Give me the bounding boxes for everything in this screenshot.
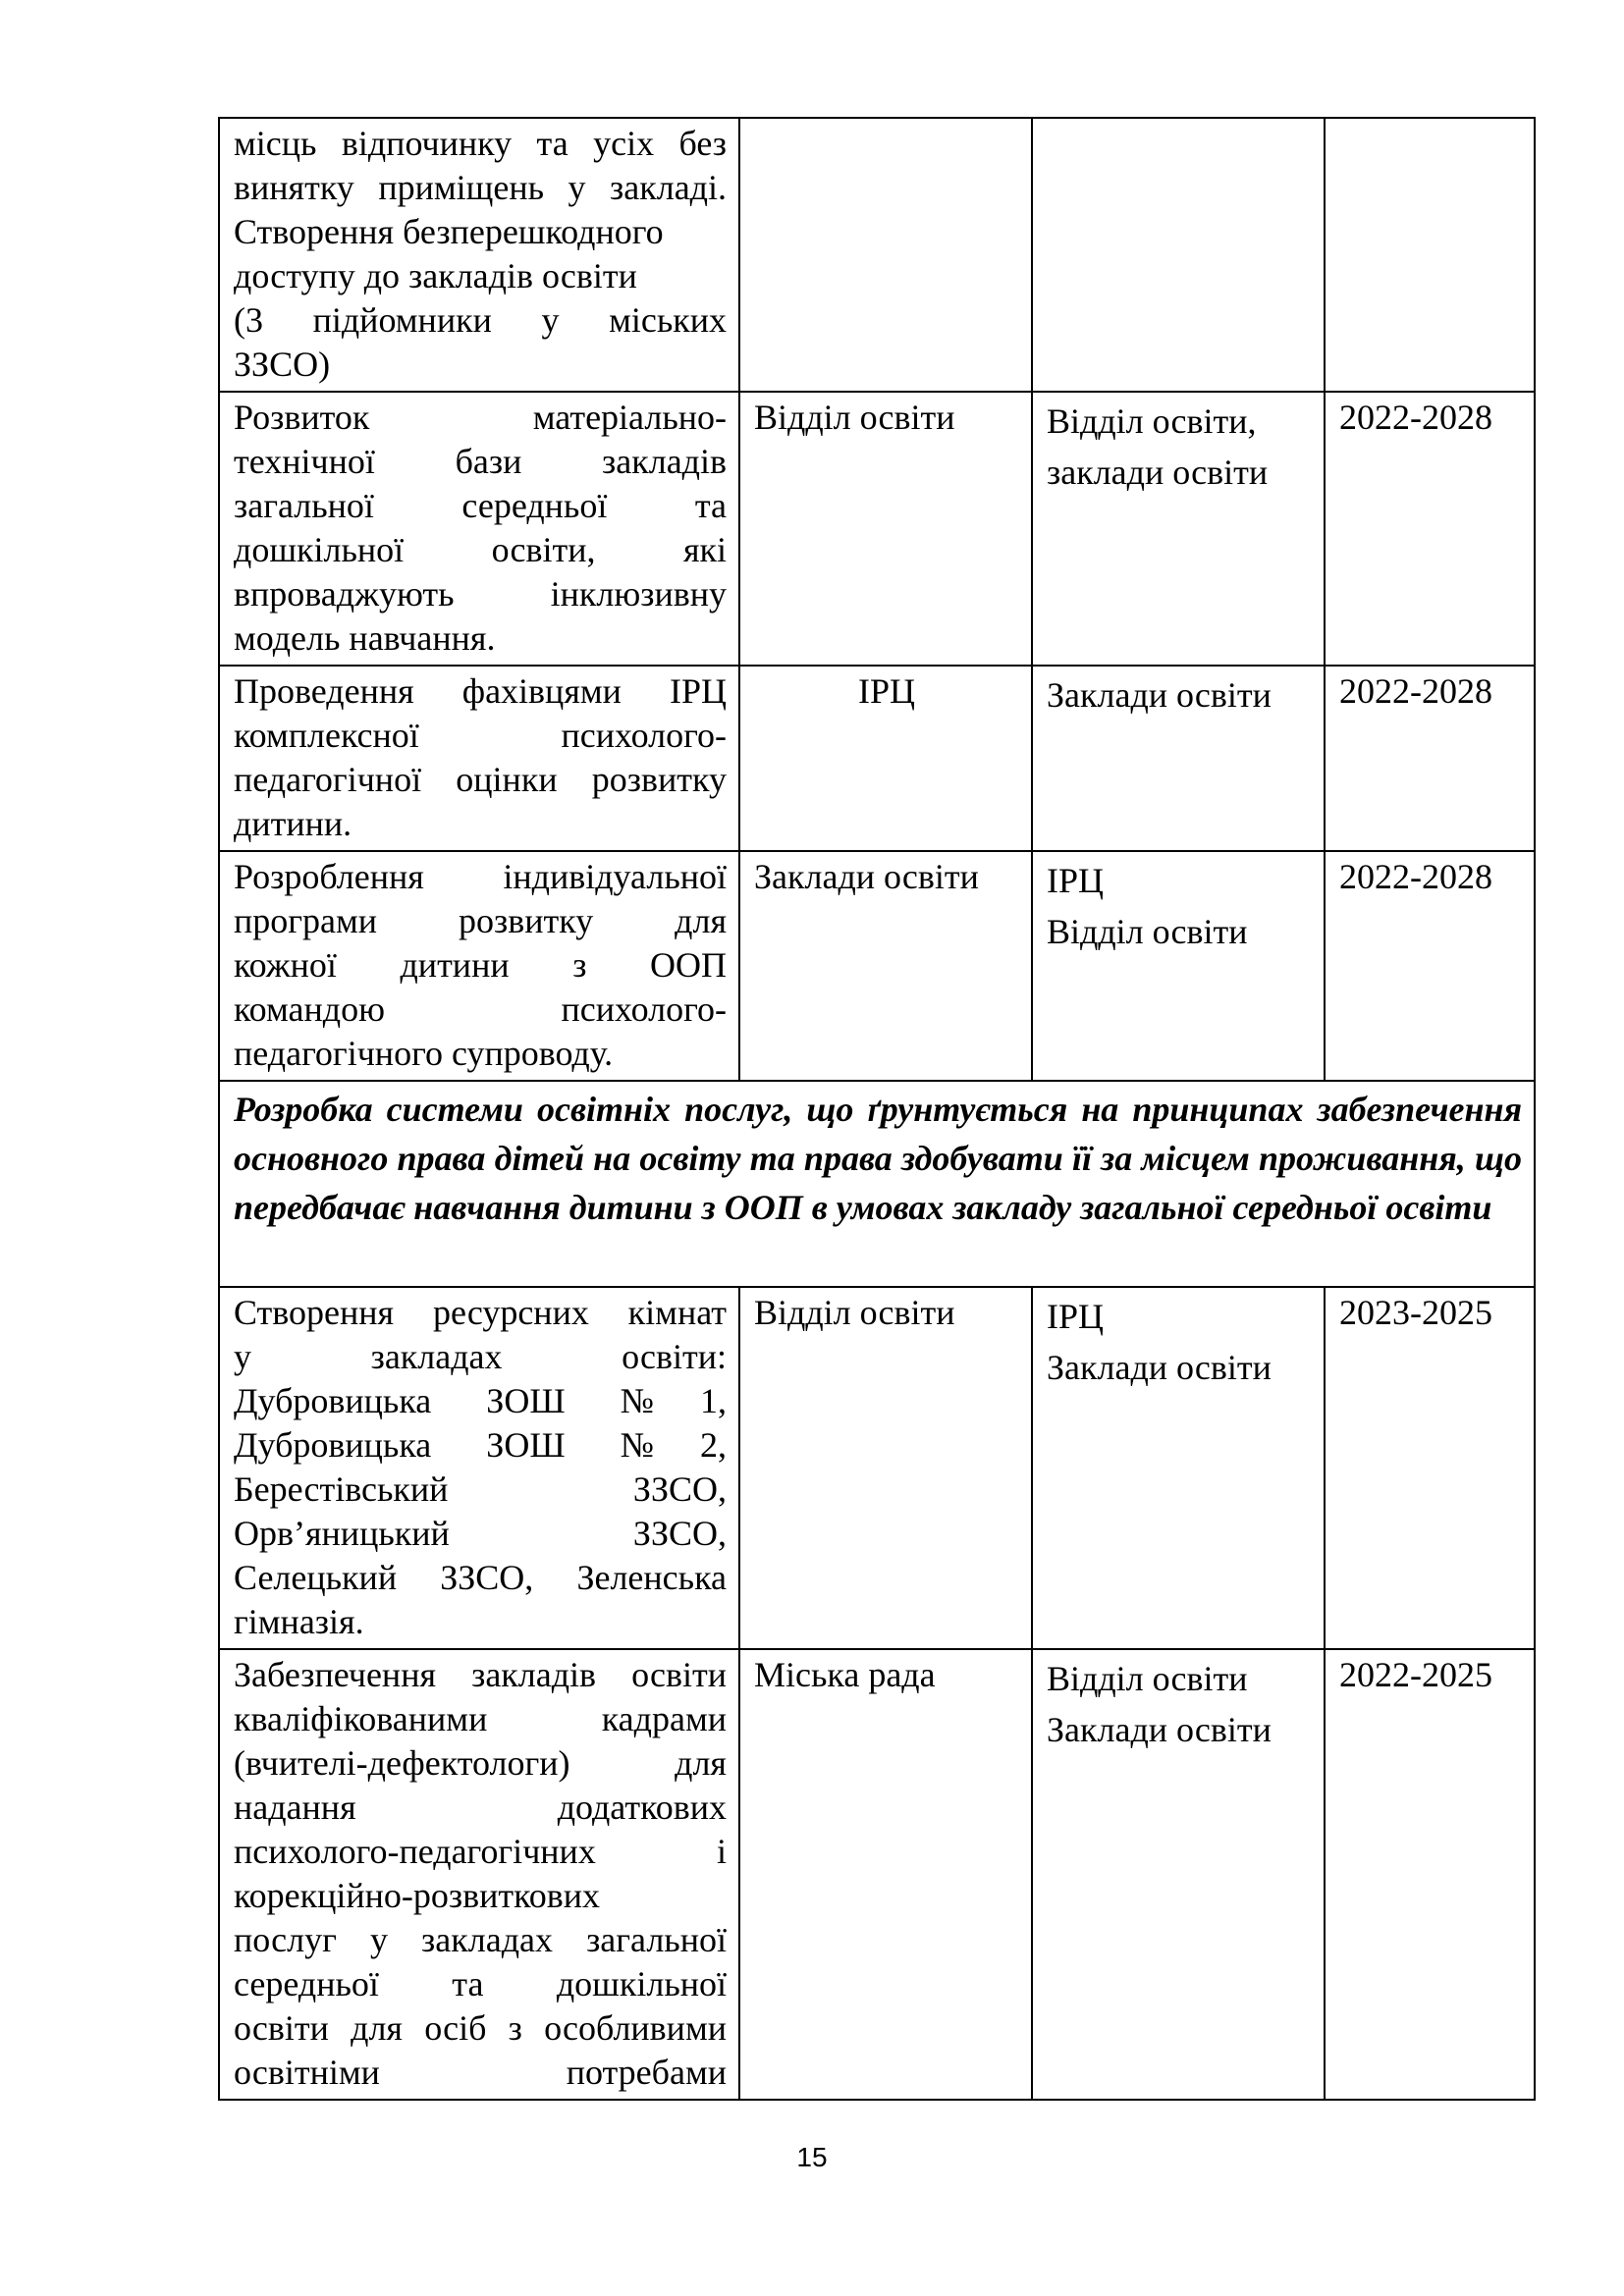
task-line: корекційно-розвиткових [234, 1876, 601, 1915]
task-line: педагогічної оцінки розвитку [234, 760, 727, 799]
term-cell: 2022-2028 [1325, 666, 1535, 851]
section-heading-row [219, 1081, 1535, 1287]
task-line: кожної дитини з ООП [234, 945, 727, 985]
task-line: командою психолого- [234, 989, 727, 1029]
executor-line: Відділ освіти [1047, 1659, 1248, 1698]
task-line: Створення безперешкодного [234, 212, 664, 251]
responsible-cell: Відділ освіти [739, 392, 1032, 666]
page-number: 15 [796, 2142, 828, 2172]
task-cell [219, 1649, 739, 2100]
executors-cell [1032, 666, 1325, 851]
term-cell: 2022-2028 [1325, 392, 1535, 666]
executor-line: заклади освіти [1047, 453, 1269, 492]
table-row [219, 392, 1535, 666]
task-cell [219, 392, 739, 666]
executor-line: ІРЦ [1047, 861, 1105, 900]
term-cell: 2022-2025 [1325, 1649, 1535, 2100]
task-line: програми розвитку для [234, 901, 727, 940]
executor-line: Заклади освіти [1047, 1710, 1272, 1749]
task-line: Берестівський ЗЗСО, [234, 1469, 727, 1509]
task-line: гімназія. [234, 1602, 364, 1641]
task-line: технічної бази закладів [234, 442, 727, 481]
table-row [219, 1649, 1535, 2100]
task-line: середньої та дошкільної [234, 1964, 727, 2003]
task-line: Дубровицька ЗОШ №2, [234, 1425, 727, 1465]
executors-cell [1032, 1287, 1325, 1649]
task-line: загальної середньої та [234, 486, 727, 525]
task-line: Дубровицька ЗОШ №1, [234, 1381, 727, 1420]
responsible-cell: Заклади освіти [739, 851, 1032, 1081]
responsible-cell [739, 118, 1032, 392]
executors-cell [1032, 392, 1325, 666]
task-line: дитини. [234, 804, 352, 843]
task-line: винятку приміщень у закладі. [234, 168, 727, 207]
executor-line: Заклади освіти [1047, 675, 1272, 715]
task-line: послуг у закладах загальної [234, 1920, 727, 1959]
task-line: Створення ресурсних кімнат [234, 1293, 727, 1332]
term-cell: 2023-2025 [1325, 1287, 1535, 1649]
task-line: надання додаткових [234, 1788, 727, 1827]
task-line: Забезпечення закладів освіти [234, 1655, 727, 1694]
task-line: педагогічного супроводу. [234, 1034, 614, 1073]
executors-cell [1032, 118, 1325, 392]
plan-table-body [219, 118, 1535, 2100]
task-line: (3 підйомники у міських [234, 300, 727, 340]
responsible-cell: ІРЦ [739, 666, 1032, 851]
task-line: місць відпочинку та усіх без [234, 124, 727, 163]
responsible-cell: Відділ освіти [739, 1287, 1032, 1649]
task-cell [219, 1287, 739, 1649]
task-line: комплексної психолого- [234, 716, 727, 755]
executors-cell [1032, 851, 1325, 1081]
task-line: впроваджують інклюзивну [234, 574, 727, 614]
task-line: освіти для осіб з особливими [234, 2008, 727, 2048]
task-line: Проведення фахівцями ІРЦ [234, 671, 727, 711]
task-cell [219, 851, 739, 1081]
table-row [219, 118, 1535, 392]
task-cell [219, 118, 739, 392]
task-line: освітніми потребами [234, 2053, 727, 2092]
task-line: Орв’яницький ЗЗСО, [234, 1514, 727, 1553]
task-line: Селецький ЗЗСО, Зеленська [234, 1558, 727, 1597]
executor-line: Відділ освіти [1047, 912, 1248, 951]
task-line: кваліфікованими кадрами [234, 1699, 727, 1738]
term-cell [1325, 118, 1535, 392]
executors-cell [1032, 1649, 1325, 2100]
section-heading: Розробка системи освітніх послуг, що ґрунтується на принципах забезпечення основного права дітей на освіту та права здобувати її за місцем проживання, що передбачає навчання дитини з ООП в умовах закладу загальної середньої освіти [219, 1081, 1535, 1287]
table-row [219, 1287, 1535, 1649]
task-line: у закладах освіти: [234, 1337, 727, 1376]
table-row [219, 851, 1535, 1081]
task-line: дошкільної освіти, які [234, 530, 727, 569]
task-line: психолого-педагогічних і [234, 1832, 727, 1871]
task-line: Розроблення індивідуальної [234, 857, 727, 896]
executor-line: Заклади освіти [1047, 1348, 1272, 1387]
responsible-cell: Міська рада [739, 1649, 1032, 2100]
task-line: Розвиток матеріально- [234, 398, 727, 437]
task-line: доступу до закладів освіти [234, 256, 637, 295]
task-line: модель навчання. [234, 618, 496, 658]
executor-line: ІРЦ [1047, 1297, 1105, 1336]
table-row [219, 666, 1535, 851]
executor-line: Відділ освіти, [1047, 401, 1257, 441]
task-cell [219, 666, 739, 851]
plan-table [218, 117, 1536, 2101]
task-line: ЗЗСО) [234, 345, 331, 384]
term-cell: 2022-2028 [1325, 851, 1535, 1081]
task-line: (вчителі-дефектологи) для [234, 1743, 727, 1783]
